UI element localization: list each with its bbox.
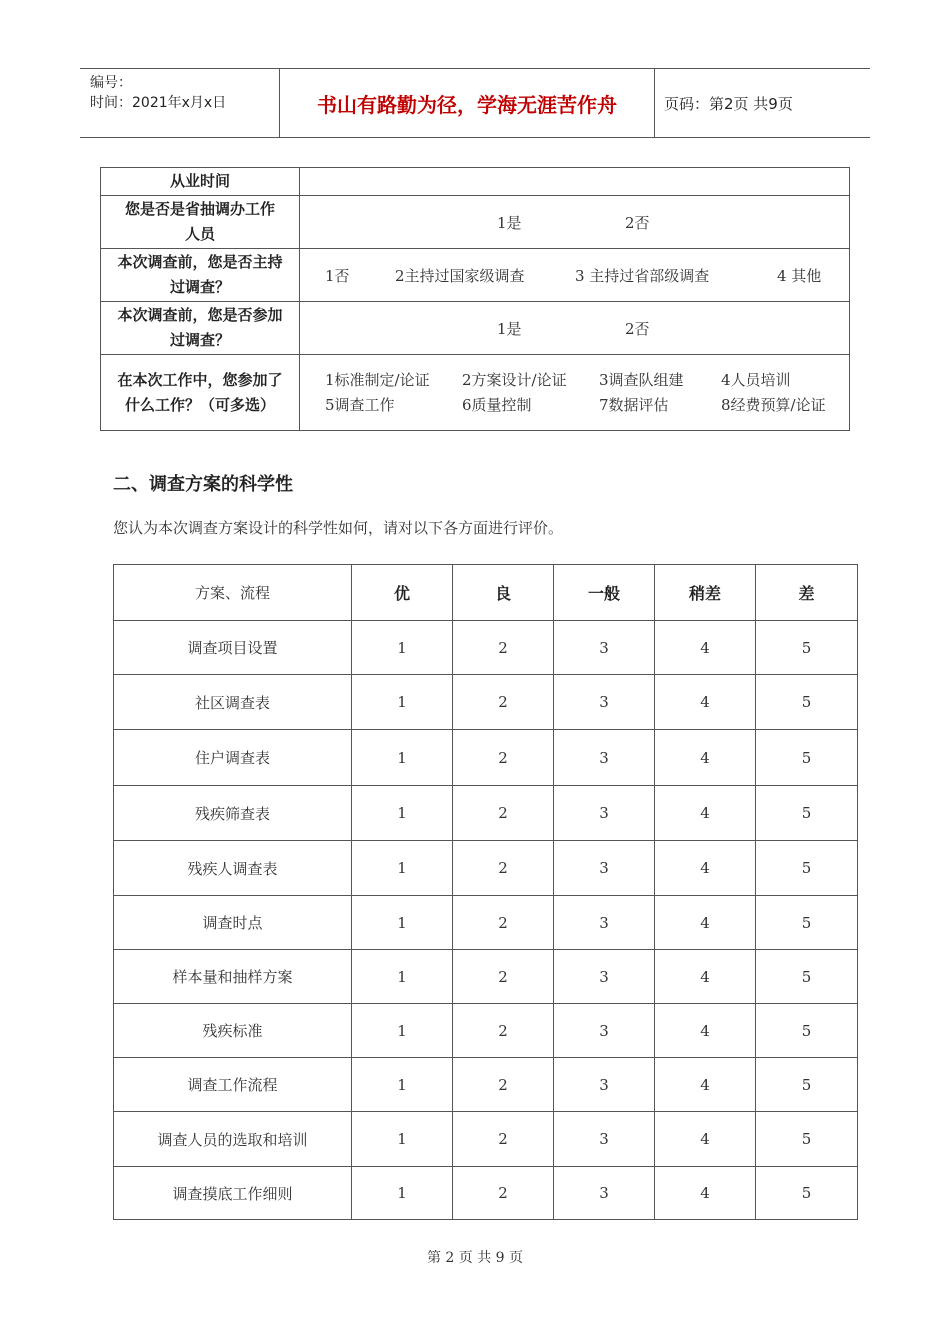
row-label: 残疾筛查表 [114, 786, 352, 841]
answer-cell [300, 355, 850, 431]
score-cell[interactable]: 1 [352, 1058, 453, 1112]
score-cell[interactable]: 3 [554, 896, 655, 950]
table-row [114, 841, 858, 896]
score-cell[interactable]: 1 [352, 1167, 453, 1220]
score-cell[interactable]: 4 [655, 950, 756, 1004]
table-row [101, 196, 850, 249]
answer-cell [300, 168, 850, 196]
score-cell[interactable]: 1 [352, 1112, 453, 1167]
row-label: 残疾人调查表 [114, 841, 352, 896]
score-cell[interactable]: 5 [756, 1167, 858, 1220]
row-label: 残疾标准 [114, 1004, 352, 1058]
col-header: 优 [352, 565, 453, 621]
question-cell [101, 249, 300, 302]
table-row [114, 786, 858, 841]
score-cell[interactable]: 3 [554, 950, 655, 1004]
score-cell[interactable]: 3 [554, 1167, 655, 1220]
row-label: 调查项目设置 [114, 621, 352, 675]
row-label: 调查人员的选取和培训 [114, 1112, 352, 1167]
score-cell[interactable]: 3 [554, 841, 655, 896]
table-row [114, 950, 858, 1004]
row-label: 调查时点 [114, 896, 352, 950]
table-row [101, 168, 850, 196]
score-cell[interactable]: 3 [554, 1112, 655, 1167]
question-text: 本次调查前，您是否参加过调查？ [117, 306, 283, 349]
row-label: 住户调查表 [114, 730, 352, 786]
score-cell[interactable]: 2 [453, 621, 554, 675]
score-cell[interactable]: 2 [453, 896, 554, 950]
score-cell[interactable]: 2 [453, 841, 554, 896]
score-cell[interactable]: 4 [655, 896, 756, 950]
score-cell[interactable]: 5 [756, 1004, 858, 1058]
score-cell[interactable]: 2 [453, 730, 554, 786]
question-text: 在本次工作中，您参加了什么工作？（可多选） [117, 370, 283, 414]
table-row [114, 1004, 858, 1058]
score-cell[interactable]: 3 [554, 730, 655, 786]
score-cell[interactable]: 4 [655, 1058, 756, 1112]
option[interactable]: 2方案设计/论证 [462, 370, 567, 389]
score-cell[interactable]: 5 [756, 1112, 858, 1167]
score-cell[interactable]: 4 [655, 841, 756, 896]
row-label: 社区调查表 [114, 675, 352, 730]
score-cell[interactable]: 4 [655, 786, 756, 841]
option[interactable]: 3调查队组建 [599, 370, 684, 389]
section-intro: 您认为本次调查方案设计的科学性如何，请对以下各方面进行评价。 [113, 519, 564, 537]
score-cell[interactable]: 5 [756, 675, 858, 730]
option[interactable]: 4人员培训 [721, 370, 791, 389]
header-meta [80, 69, 280, 137]
score-cell[interactable]: 4 [655, 1004, 756, 1058]
score-cell[interactable]: 3 [554, 1004, 655, 1058]
option[interactable]: 3 主持过省部级调查 [575, 266, 710, 285]
score-cell[interactable]: 5 [756, 786, 858, 841]
score-cell[interactable]: 3 [554, 675, 655, 730]
score-cell[interactable]: 3 [554, 621, 655, 675]
score-cell[interactable]: 1 [352, 675, 453, 730]
table-row [114, 1167, 858, 1220]
col-header: 方案、流程 [114, 565, 352, 621]
option[interactable]: 1是 [497, 319, 522, 338]
option[interactable]: 2否 [625, 213, 650, 232]
score-cell[interactable]: 1 [352, 841, 453, 896]
table-row [101, 302, 850, 355]
score-cell[interactable]: 3 [554, 786, 655, 841]
score-cell[interactable]: 1 [352, 730, 453, 786]
col-header: 差 [756, 565, 858, 621]
option[interactable]: 1否 [325, 266, 350, 285]
option[interactable]: 2否 [625, 319, 650, 338]
option[interactable]: 5调查工作 [325, 395, 395, 414]
profile-table [100, 167, 850, 431]
score-cell[interactable]: 4 [655, 1112, 756, 1167]
section-title: 二、调查方案的科学性 [113, 474, 293, 495]
option[interactable]: 6质量控制 [462, 395, 532, 414]
option[interactable]: 1标准制定/论证 [325, 370, 430, 389]
option[interactable]: 1是 [497, 213, 522, 232]
score-cell[interactable]: 1 [352, 950, 453, 1004]
score-cell[interactable]: 4 [655, 1167, 756, 1220]
option[interactable]: 4 其他 [777, 266, 822, 285]
col-header: 一般 [554, 565, 655, 621]
score-cell[interactable]: 2 [453, 1058, 554, 1112]
table-row [114, 896, 858, 950]
header-motto: 书山有路勤为径，学海无涯苦作舟 [280, 69, 655, 137]
score-cell[interactable]: 2 [453, 1112, 554, 1167]
row-label: 调查工作流程 [114, 1058, 352, 1112]
option[interactable]: 7数据评估 [599, 395, 669, 414]
row-label: 调查摸底工作细则 [114, 1167, 352, 1220]
rating-table [113, 564, 858, 1220]
score-cell[interactable]: 2 [453, 950, 554, 1004]
col-header: 良 [453, 565, 554, 621]
answer-cell [300, 302, 850, 355]
question-cell [101, 355, 300, 431]
score-cell[interactable]: 1 [352, 1004, 453, 1058]
question-text: 本次调查前，您是否主持过调查？ [117, 253, 283, 296]
table-row [101, 249, 850, 302]
score-cell[interactable]: 2 [453, 1167, 554, 1220]
score-cell[interactable]: 1 [352, 621, 453, 675]
score-cell[interactable]: 5 [756, 950, 858, 1004]
score-cell[interactable]: 2 [453, 786, 554, 841]
score-cell[interactable]: 4 [655, 675, 756, 730]
table-row [114, 730, 858, 786]
table-row [114, 621, 858, 675]
table-row [114, 675, 858, 730]
score-cell[interactable]: 2 [453, 675, 554, 730]
table-row [114, 1112, 858, 1167]
col-header: 稍差 [655, 565, 756, 621]
score-cell[interactable]: 1 [352, 896, 453, 950]
answer-cell [300, 249, 850, 302]
score-cell[interactable]: 5 [756, 1058, 858, 1112]
table-header-row [114, 565, 858, 621]
score-cell[interactable]: 5 [756, 841, 858, 896]
number-label: 编号： [90, 75, 132, 91]
score-cell[interactable]: 5 [756, 896, 858, 950]
score-cell[interactable]: 3 [554, 1058, 655, 1112]
row-label: 样本量和抽样方案 [114, 950, 352, 1004]
score-cell[interactable]: 1 [352, 786, 453, 841]
table-row [101, 355, 850, 431]
answer-cell [300, 196, 850, 249]
table-row [114, 1058, 858, 1112]
header-page-code: 页码：第2页 共9页 [664, 94, 793, 113]
option[interactable]: 8经费预算/论证 [721, 395, 826, 414]
time-label: 时间：2021年x月x日 [90, 95, 227, 111]
option[interactable]: 2主持过国家级调查 [395, 266, 525, 285]
page-footer: 第 2 页 共 9 页 [426, 1250, 524, 1266]
question-text: 您是否是省抽调办工作人员 [124, 200, 275, 243]
question-cell: 从业时间 [101, 168, 300, 196]
score-cell[interactable]: 4 [655, 621, 756, 675]
question-cell [101, 196, 300, 249]
score-cell[interactable]: 4 [655, 730, 756, 786]
score-cell[interactable]: 5 [756, 730, 858, 786]
question-cell [101, 302, 300, 355]
score-cell[interactable]: 2 [453, 1004, 554, 1058]
page-header [80, 68, 870, 138]
rating-body [114, 621, 858, 1220]
score-cell[interactable]: 5 [756, 621, 858, 675]
